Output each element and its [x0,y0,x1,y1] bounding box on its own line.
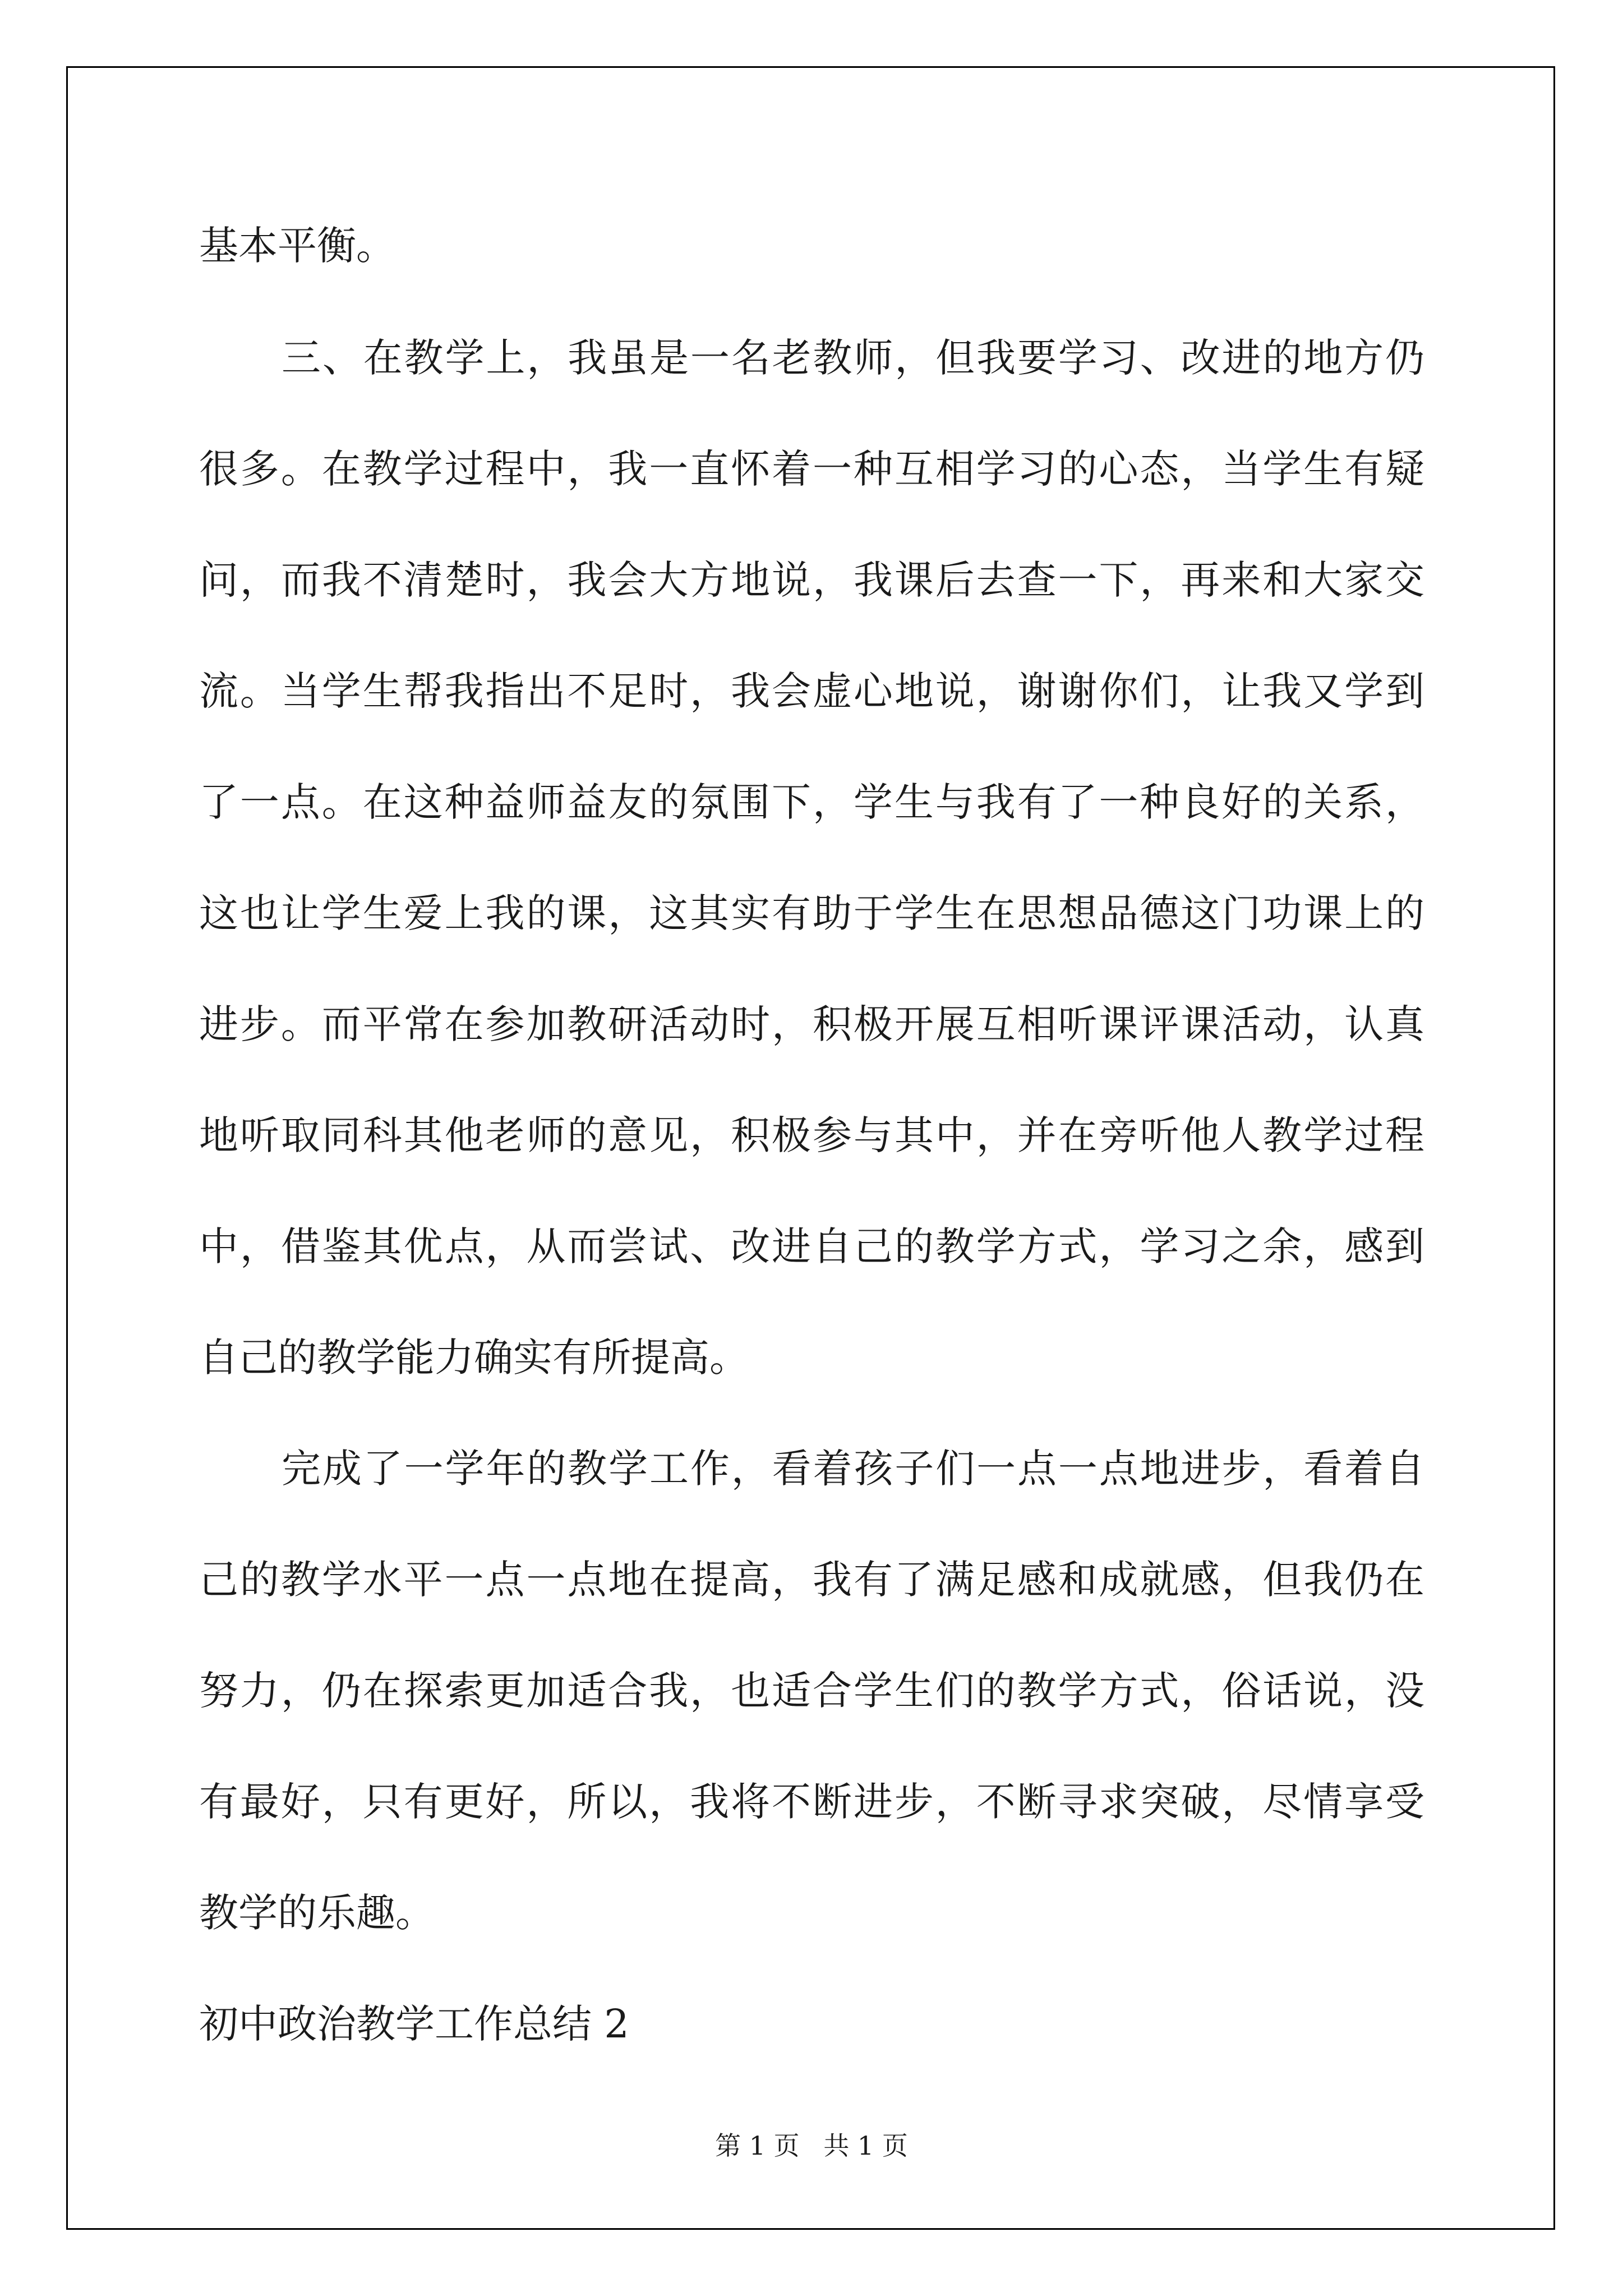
page-number-total: 共 1 页 [823,2131,908,2161]
paragraph-line: 了一点。在这种益师益友的氛围下，学生与我有了一种良好的关系， [199,779,1424,825]
paragraph-line: 完成了一学年的教学工作，看着孩子们一点一点地进步，看着自 [282,1446,1424,1492]
paragraph-line: 很多。在教学过程中，我一直怀着一种互相学习的心态，当学生有疑 [199,446,1424,492]
paragraph-line: 努力，仍在探索更加适合我，也适合学生们的教学方式，俗话说，没 [199,1668,1424,1714]
paragraph-line: 中，借鉴其优点，从而尝试、改进自己的教学方式，学习之余，感到 [199,1223,1424,1269]
paragraph-line: 基本平衡。 [199,223,395,269]
paragraph-line: 流。当学生帮我指出不足时，我会虚心地说，谢谢你们，让我又学到 [199,668,1424,714]
paragraph-line: 己的教学水平一点一点地在提高，我有了满足感和成就感，但我仍在 [199,1557,1424,1603]
paragraph-line: 三、在教学上，我虽是一名老教师，但我要学习、改进的地方仍 [282,335,1424,381]
paragraph-line: 问，而我不清楚时，我会大方地说，我课后去查一下，再来和大家交 [199,557,1424,603]
paragraph-line: 地听取同科其他老师的意见，积极参与其中，并在旁听他人教学过程 [199,1112,1424,1158]
paragraph-line: 自己的教学能力确实有所提高。 [199,1335,749,1381]
section-heading: 初中政治教学工作总结 2 [199,2001,629,2047]
paragraph-line: 有最好，只有更好，所以，我将不断进步，不断寻求突破，尽情享受 [199,1779,1424,1825]
paragraph-line: 教学的乐趣。 [199,1890,435,1936]
paragraph-line: 这也让学生爱上我的课，这其实有助于学生在思想品德这门功课上的 [199,890,1424,936]
paragraph-line: 进步。而平常在参加教研活动时，积极开展互相听课评课活动，认真 [199,1001,1424,1047]
page-number-current: 第 1 页 [715,2131,800,2161]
page-footer [0,2129,1623,2162]
